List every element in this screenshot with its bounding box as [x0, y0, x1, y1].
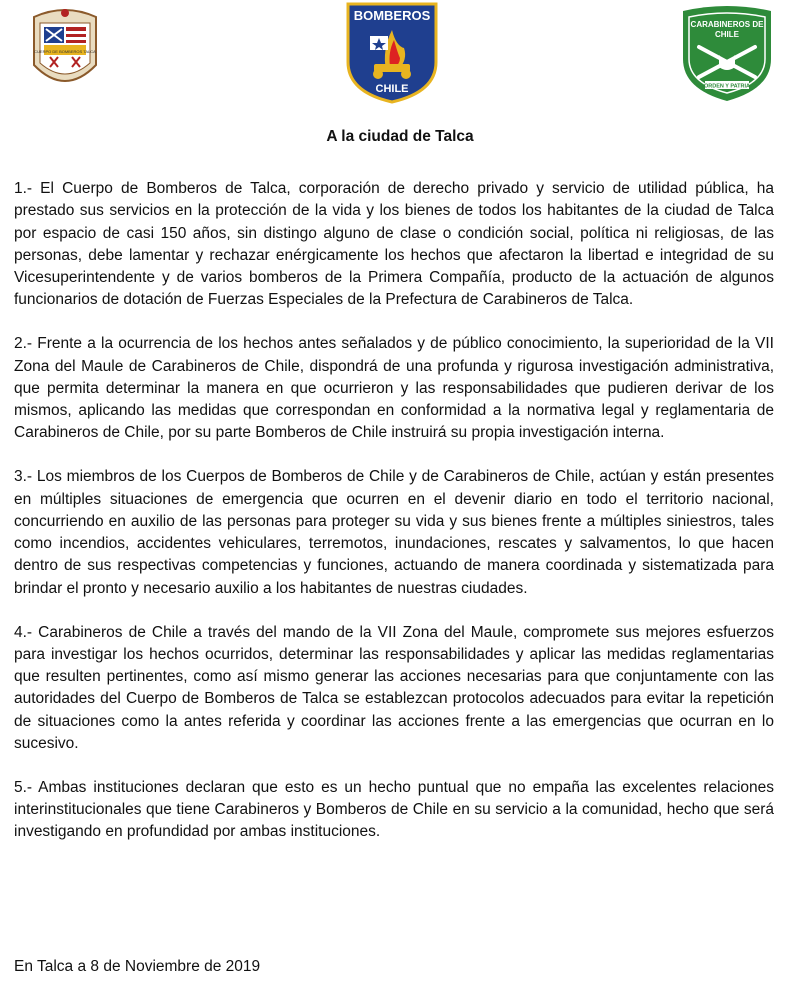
letter-signoff: En Talca a 8 de Noviembre de 2019	[14, 958, 261, 975]
bomberos-chile-emblem-icon	[342, 0, 442, 104]
header-logos	[0, 0, 800, 110]
paragraph-1: 1.- El Cuerpo de Bomberos de Talca, corporación de derecho privado y servicio de utilidad pública, ha prestado sus servicios en la protección de la vida y los bienes de todos los habitantes de la ciudad de Talca por espacio de casi 150 años, sin distingo alguno de clase o condición social, política ni religiosas, de las personas, debe lamentar y rechazar enérgicamente los hechos que afectaron la libertad e integridad de su Vicesuperintendente y de varios bomberos de la Primera Compañía, producto de la actuación de algunos funcionarios de dotación de Fuerzas Especiales de la Prefectura de Carabineros de Talca.	[14, 180, 774, 309]
logo-right-bottom-text: ORDEN Y PATRIA	[703, 83, 751, 90]
paragraph-5: 5.- Ambas instituciones declaran que esto es un hecho puntual que no empaña las excelentes relaciones interinstitucionales que tiene Carabineros y Bomberos de Chile en su servicio a la comunidad, hecho que será investigando en profundidad por ambas instituciones.	[14, 778, 774, 841]
logo-right-mid-text: CHILE	[715, 30, 739, 39]
letter-body	[14, 178, 774, 865]
logo-left-text: CUERPO DE BOMBEROS TALCA	[34, 49, 96, 54]
logo-center-top-text: BOMBEROS	[353, 8, 431, 23]
logo-center-bottom-text: CHILE	[375, 83, 409, 95]
logo-right-top-text: CARABINEROS DE	[690, 20, 764, 29]
paragraph-3: 3.- Los miembros de los Cuerpos de Bomberos de Chile y de Carabineros de Chile, actúan y están presentes en múltiples situaciones de emergencia que ocurren en el devenir diario en todo el territorio nacional, concurriendo en auxilio de las personas para proteger su vida y sus bienes frente a múltiples siniestros, tales como incendios, accidentes vehiculares, terremotos, inundaciones, rescates y salvamentos, lo que hacen dentro de sus respectivas competencias y funciones, actuando de manera coordinada y sistematizada para brindar el pronto y necesario auxilio a los habitantes de nuestras ciudades.	[14, 468, 774, 597]
paragraph-2: 2.- Frente a la ocurrencia de los hechos antes señalados y de público conocimiento, la superioridad de la VII Zona del Maule de Carabineros de Chile, dispondrá de una profunda y rigurosa investigación administrativa, que permita determinar la manera en que ocurrieron y las responsabilidades que pudieren derivar de los mismos, aplicando las medidas que correspondan en conformidad a la normativa legal y reglamentaria de Carabineros de Chile, por su parte Bomberos de Chile instruirá su propia investigación interna.	[14, 335, 774, 442]
paragraph-4: 4.- Carabineros de Chile a través del mando de la VII Zona del Maule, compromete sus mejores esfuerzos para investigar los hechos ocurridos, determinar las responsabilidades y aplicar las medidas reglamentarias que resulten pertinentes, como así mismo generar las acciones necesarias para que conjuntamente con las autoridades del Cuerpo de Bomberos de Talca se establezcan protocolos adecuados para evitar la repetición de situaciones como la antes referida y coordinar las acciones frente a las emergencias que ocurran en lo sucesivo.	[14, 623, 774, 753]
letter-title: A la ciudad de Talca	[326, 128, 474, 145]
carabineros-chile-emblem-icon	[679, 3, 775, 103]
talca-firefighters-shield-icon	[28, 5, 102, 95]
